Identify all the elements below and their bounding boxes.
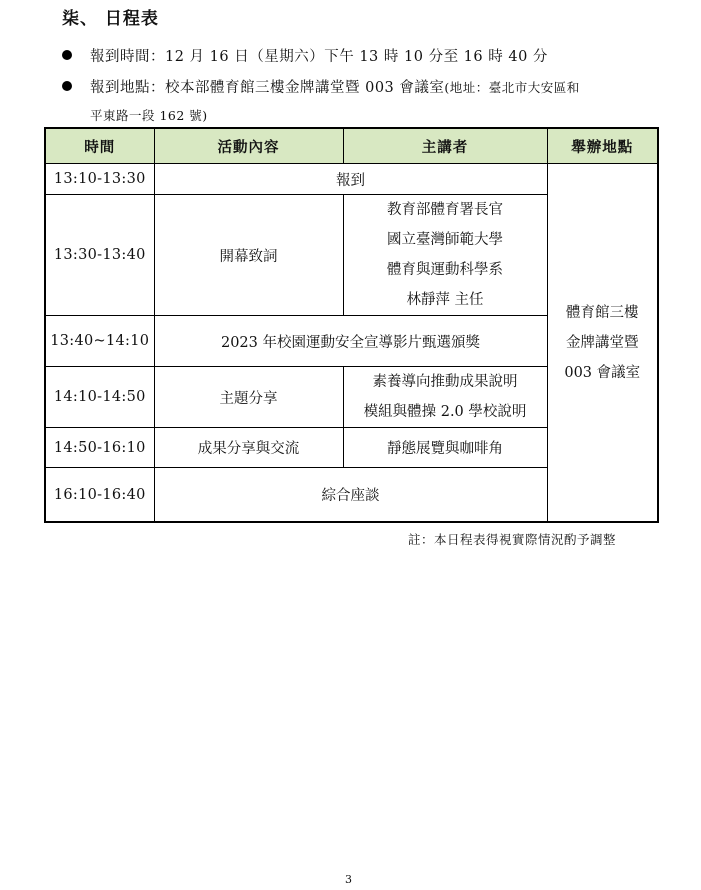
speaker-cell — [343, 367, 547, 428]
address-continuation: 平東路一段 162 號) — [90, 108, 208, 123]
checkin-time-text: 報到時間：12 月 16 日（星期六）下午 13 時 10 分至 16 時 40 分 — [90, 49, 548, 65]
venue-cell — [547, 164, 658, 522]
table-row — [45, 164, 658, 195]
time-cell: 13:10-13:30 — [45, 164, 154, 195]
time-cell: 13:40~14:10 — [45, 316, 154, 367]
time-cell: 14:50-16:10 — [45, 428, 154, 468]
address-text: (地址：臺北市大安區和 — [444, 80, 580, 95]
speaker-cell — [343, 195, 547, 316]
speaker-line: 國立臺灣師範大學 — [387, 232, 503, 249]
schedule-table — [44, 127, 659, 523]
checkin-place-text: 報到地點：校本部體育館三樓金牌講堂暨 003 會議室 — [90, 80, 445, 96]
speaker-line: 教育部體育署長官 — [387, 202, 503, 219]
activity-cell: 主題分享 — [154, 367, 343, 428]
header-venue: 舉辦地點 — [547, 128, 658, 164]
activity-cell: 綜合座談 — [154, 468, 547, 522]
activity-cell: 開幕致詞 — [154, 195, 343, 316]
time-cell: 16:10-16:40 — [45, 468, 154, 522]
checkin-time-line — [62, 45, 548, 66]
speaker-line: 素養導向推動成果說明 — [372, 374, 518, 391]
speaker-line: 體育與運動科學系 — [387, 262, 503, 279]
schedule-note: 註：本日程表得視實際情況酌予調整 — [408, 532, 617, 547]
venue-line: 體育館三樓 — [566, 304, 639, 321]
activity-cell: 2023 年校園運動安全宣導影片甄選頒獎 — [154, 316, 547, 367]
checkin-place-line — [62, 76, 580, 97]
activity-cell: 成果分享與交流 — [154, 428, 343, 468]
table-header-row — [45, 128, 658, 164]
header-speaker: 主講者 — [343, 128, 547, 164]
bullet-icon — [62, 81, 72, 91]
header-time: 時間 — [45, 128, 154, 164]
speaker-cell: 靜態展覽與咖啡角 — [343, 428, 547, 468]
speaker-line: 林靜萍 主任 — [406, 292, 484, 309]
page-number: 3 — [345, 873, 352, 886]
venue-line: 金牌講堂暨 — [566, 334, 639, 351]
speaker-line: 模組與體操 2.0 學校說明 — [363, 404, 527, 421]
venue-line: 003 會議室 — [564, 364, 641, 381]
time-cell: 13:30-13:40 — [45, 195, 154, 316]
bullet-icon — [62, 50, 72, 60]
time-cell: 14:10-14:50 — [45, 367, 154, 428]
section-heading: 柒、 日程表 — [62, 9, 159, 29]
header-activity: 活動內容 — [154, 128, 343, 164]
activity-cell: 報到 — [154, 164, 547, 195]
